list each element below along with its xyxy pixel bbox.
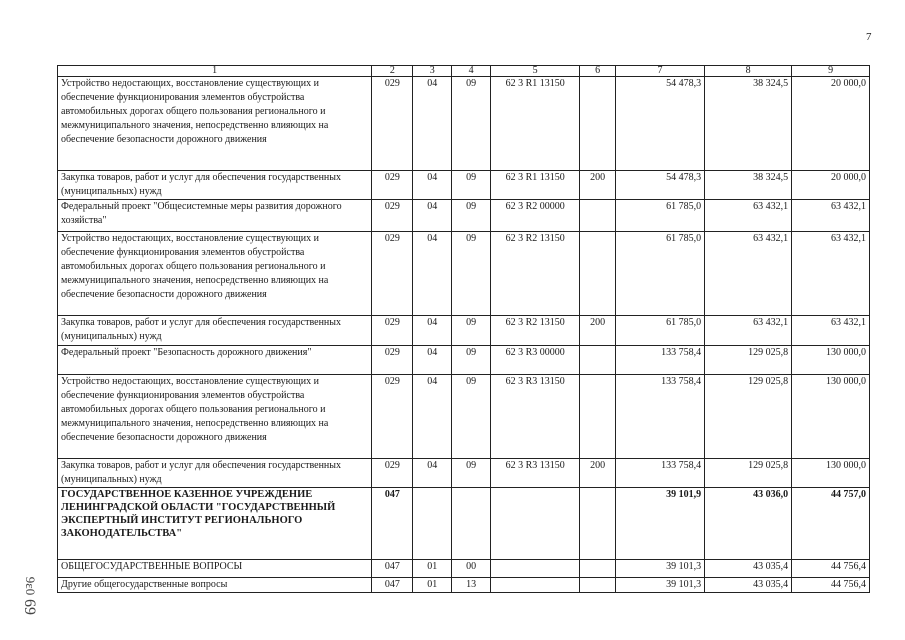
target-item-cell: 62 3 R3 13150 — [491, 375, 580, 459]
section-code-cell — [413, 488, 452, 560]
ministry-code-cell: 029 — [372, 316, 413, 346]
ministry-code-cell: 047 — [372, 578, 413, 593]
margin-page-mark: 69 — [21, 599, 38, 615]
target-item-cell: 62 3 R1 13150 — [491, 171, 580, 200]
table-row — [58, 200, 870, 232]
row-name-cell: Устройство недостающих, восстановление существующих и обеспечение функционирования элементов обустройства автомобильных дорогах общего пользования регионального и межмуниципального значения, непосредственно влияющих на обеспечение безопасности дорожного движения — [58, 375, 372, 459]
amount-year2-cell: 63 432,1 — [705, 200, 792, 232]
header-cell: 3 — [413, 66, 452, 77]
amount-year3-cell: 130 000,0 — [792, 346, 870, 375]
subsection-code-cell: 13 — [452, 578, 491, 593]
row-name-cell: Федеральный проект "Безопасность дорожного движения" — [58, 346, 372, 375]
header-cell: 7 — [616, 66, 705, 77]
section-code-cell: 01 — [413, 578, 452, 593]
amount-year3-cell: 20 000,0 — [792, 171, 870, 200]
table-row — [58, 232, 870, 316]
target-item-cell — [491, 488, 580, 560]
amount-year3-cell: 130 000,0 — [792, 459, 870, 488]
header-cell: 5 — [491, 66, 580, 77]
amount-year2-cell: 43 035,4 — [705, 578, 792, 593]
expense-type-cell — [580, 560, 616, 578]
expense-type-cell — [580, 346, 616, 375]
expense-type-cell — [580, 578, 616, 593]
table-row — [58, 560, 870, 578]
section-code-cell: 04 — [413, 77, 452, 171]
ministry-code-cell: 029 — [372, 171, 413, 200]
amount-year1-cell: 39 101,3 — [616, 578, 705, 593]
amount-year1-cell: 61 785,0 — [616, 232, 705, 316]
table-row — [58, 375, 870, 459]
subsection-code-cell: 09 — [452, 375, 491, 459]
section-code-cell: 04 — [413, 200, 452, 232]
expense-type-cell — [580, 488, 616, 560]
page-number: 7 — [866, 31, 872, 43]
amount-year3-cell: 44 756,4 — [792, 560, 870, 578]
row-name-cell: Устройство недостающих, восстановление существующих и обеспечение функционирования элементов обустройства автомобильных дорогах общего пользования регионального и межмуниципального значения, непосредственно влияющих на обеспечение безопасности дорожного движения — [58, 77, 372, 171]
row-name-cell: Другие общегосударственные вопросы — [58, 578, 372, 593]
table-row — [58, 488, 870, 560]
ministry-code-cell: 029 — [372, 77, 413, 171]
amount-year3-cell: 63 432,1 — [792, 232, 870, 316]
section-code-cell: 04 — [413, 232, 452, 316]
amount-year1-cell: 61 785,0 — [616, 316, 705, 346]
subsection-code-cell — [452, 488, 491, 560]
target-item-cell: 62 3 R3 13150 — [491, 459, 580, 488]
ministry-code-cell: 029 — [372, 459, 413, 488]
ministry-code-cell: 047 — [372, 560, 413, 578]
amount-year2-cell: 38 324,5 — [705, 171, 792, 200]
amount-year2-cell: 38 324,5 — [705, 77, 792, 171]
header-cell: 1 — [58, 66, 372, 77]
margin-stamp-mark: 9ε0 — [23, 576, 39, 596]
subsection-code-cell: 09 — [452, 200, 491, 232]
table-row — [58, 316, 870, 346]
budget-table — [57, 65, 870, 593]
row-name-cell: Устройство недостающих, восстановление существующих и обеспечение функционирования элементов обустройства автомобильных дорогах общего пользования регионального и межмуниципального значения, непосредственно влияющих на обеспечение безопасности дорожного движения — [58, 232, 372, 316]
section-code-cell: 04 — [413, 375, 452, 459]
table-row — [58, 77, 870, 171]
row-name-cell: ГОСУДАРСТВЕННОЕ КАЗЕННОЕ УЧРЕЖДЕНИЕ ЛЕНИНГРАДСКОЙ ОБЛАСТИ "ГОСУДАРСТВЕННЫЙ ЭКСПЕРТНЫЙ ИНСТИТУТ РЕГИОНАЛЬНОГО ЗАКОНОДАТЕЛЬСТВА" — [58, 488, 372, 560]
subsection-code-cell: 09 — [452, 171, 491, 200]
amount-year3-cell: 63 432,1 — [792, 316, 870, 346]
row-name-cell: Закупка товаров, работ и услуг для обеспечения государственных (муниципальных) нужд — [58, 171, 372, 200]
amount-year3-cell: 44 756,4 — [792, 578, 870, 593]
amount-year2-cell: 43 036,0 — [705, 488, 792, 560]
expense-type-cell — [580, 232, 616, 316]
amount-year3-cell: 44 757,0 — [792, 488, 870, 560]
expense-type-cell — [580, 77, 616, 171]
target-item-cell: 62 3 R2 00000 — [491, 200, 580, 232]
expense-type-cell: 200 — [580, 459, 616, 488]
section-code-cell: 04 — [413, 171, 452, 200]
header-cell: 9 — [792, 66, 870, 77]
target-item-cell: 62 3 R2 13150 — [491, 316, 580, 346]
header-cell: 2 — [372, 66, 413, 77]
subsection-code-cell: 09 — [452, 232, 491, 316]
amount-year2-cell: 129 025,8 — [705, 346, 792, 375]
expense-type-cell: 200 — [580, 171, 616, 200]
header-cell: 4 — [452, 66, 491, 77]
amount-year3-cell: 130 000,0 — [792, 375, 870, 459]
amount-year2-cell: 129 025,8 — [705, 375, 792, 459]
ministry-code-cell: 029 — [372, 232, 413, 316]
row-name-cell: Закупка товаров, работ и услуг для обеспечения государственных (муниципальных) нужд — [58, 459, 372, 488]
amount-year1-cell: 39 101,3 — [616, 560, 705, 578]
ministry-code-cell: 047 — [372, 488, 413, 560]
amount-year2-cell: 129 025,8 — [705, 459, 792, 488]
subsection-code-cell: 09 — [452, 459, 491, 488]
header-row — [58, 66, 870, 77]
amount-year1-cell: 133 758,4 — [616, 346, 705, 375]
target-item-cell: 62 3 R1 13150 — [491, 77, 580, 171]
section-code-cell: 04 — [413, 316, 452, 346]
ministry-code-cell: 029 — [372, 346, 413, 375]
amount-year1-cell: 61 785,0 — [616, 200, 705, 232]
table-row — [58, 171, 870, 200]
target-item-cell: 62 3 R2 13150 — [491, 232, 580, 316]
section-code-cell: 04 — [413, 459, 452, 488]
amount-year1-cell: 54 478,3 — [616, 77, 705, 171]
ministry-code-cell: 029 — [372, 375, 413, 459]
amount-year3-cell: 63 432,1 — [792, 200, 870, 232]
amount-year2-cell: 43 035,4 — [705, 560, 792, 578]
ministry-code-cell: 029 — [372, 200, 413, 232]
subsection-code-cell: 00 — [452, 560, 491, 578]
expense-type-cell — [580, 200, 616, 232]
table-row — [58, 459, 870, 488]
expense-type-cell — [580, 375, 616, 459]
target-item-cell — [491, 578, 580, 593]
amount-year1-cell: 133 758,4 — [616, 375, 705, 459]
row-name-cell: Федеральный проект "Общесистемные меры развития дорожного хозяйства" — [58, 200, 372, 232]
amount-year2-cell: 63 432,1 — [705, 232, 792, 316]
section-code-cell: 01 — [413, 560, 452, 578]
header-cell: 6 — [580, 66, 616, 77]
amount-year1-cell: 39 101,9 — [616, 488, 705, 560]
subsection-code-cell: 09 — [452, 346, 491, 375]
target-item-cell: 62 3 R3 00000 — [491, 346, 580, 375]
amount-year3-cell: 20 000,0 — [792, 77, 870, 171]
table-row — [58, 578, 870, 593]
row-name-cell: ОБЩЕГОСУДАРСТВЕННЫЕ ВОПРОСЫ — [58, 560, 372, 578]
header-cell: 8 — [705, 66, 792, 77]
amount-year2-cell: 63 432,1 — [705, 316, 792, 346]
subsection-code-cell: 09 — [452, 316, 491, 346]
target-item-cell — [491, 560, 580, 578]
expense-type-cell: 200 — [580, 316, 616, 346]
amount-year1-cell: 54 478,3 — [616, 171, 705, 200]
amount-year1-cell: 133 758,4 — [616, 459, 705, 488]
table-row — [58, 346, 870, 375]
row-name-cell: Закупка товаров, работ и услуг для обеспечения государственных (муниципальных) нужд — [58, 316, 372, 346]
section-code-cell: 04 — [413, 346, 452, 375]
subsection-code-cell: 09 — [452, 77, 491, 171]
